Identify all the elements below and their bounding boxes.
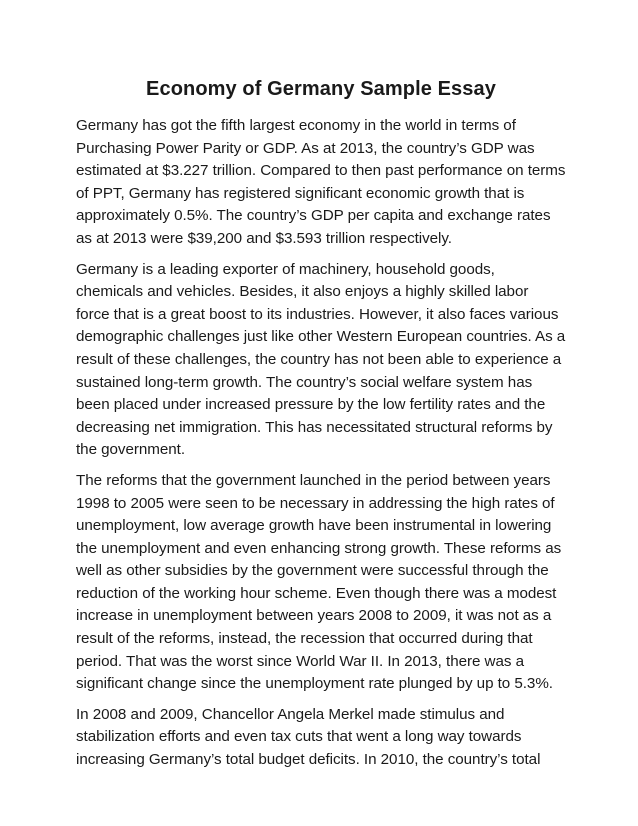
paragraph-1: Germany has got the fifth largest economy in the world in terms of Purchasing Power Parity or GDP. As at 2013, the country’s GDP was estimated at $3.227 trillion. Compared to then past performance on terms of PPT, Germany has registered significant economic growth that is approximately 0.5%. The country’s GDP per capita and exchange rates as at 2013 were $39,200 and $3.593 trillion respectively. — [76, 117, 566, 247]
paragraph-4: In 2008 and 2009, Chancellor Angela Merkel made stimulus and stabilization efforts and even tax cuts that went a long way towards increasing Germany’s total budget deficits. In 2010, the country’s total — [76, 705, 541, 769]
paragraph-2: Germany is a leading exporter of machinery, household goods, chemicals and vehicles. Besides, it also enjoys a highly skilled labor force that is a great boost to its industries. However, it also faces various demographic challenges just like other Western European countries. As a result of these challenges, the country has not been able to experience a sustained long-term growth. The country’s social welfare system has been placed under increased pressure by the low fertility rates and the decreasing net immigration. This has necessitated structural reforms by the government. — [76, 260, 566, 459]
document-title: Economy of Germany Sample Essay — [146, 78, 496, 100]
paragraph-3: The reforms that the government launched in the period between years 1998 to 2005 were seen to be necessary in addressing the high rates of unemployment, low average growth have been instrumental in lowering the unemployment and even enhancing strong growth. These reforms as well as other subsidies by the government were successful through the reduction of the working hour scheme. Even though there was a modest increase in unemployment between years 2008 to 2009, it was not as a result of the reforms, instead, the recession that occurred during that period. That was the worst since World War II. In 2013, there was a significant change since the unemployment rate plunged by up to 5.3%. — [76, 471, 562, 693]
